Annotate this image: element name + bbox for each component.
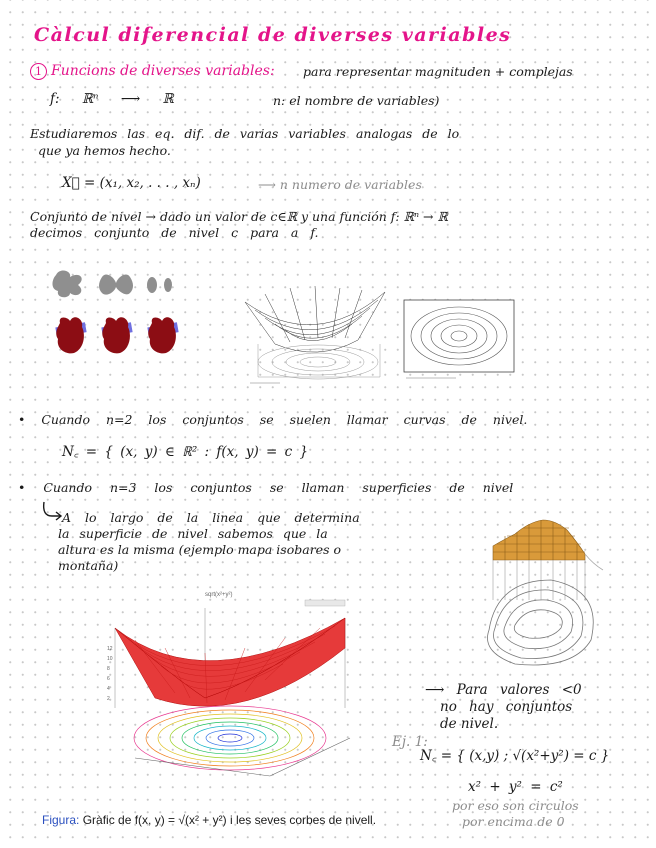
- vector-expression: X⃗ = (x₁, x₂, . . . , xₙ): [62, 175, 201, 191]
- wireframe-surface-figure: [240, 282, 390, 387]
- mountain-contour-figure: [485, 500, 610, 665]
- curvas-formula: N꜀ = { (x, y) ∈ ℝ² : f(x, y) = c }: [62, 444, 309, 460]
- section-heading: [30, 63, 275, 80]
- vector-note: ⟶ n numero de variables: [258, 177, 422, 192]
- example-label: Ej. 1:: [392, 734, 428, 750]
- note-valores-line2: no hay conjuntos: [440, 699, 573, 715]
- section-number-circle: 1: [30, 63, 47, 80]
- conjunto-line2: decimos conjunto de nivel c para a f.: [30, 225, 319, 240]
- superficies-sub-line1: A lo largo de la linea que determina: [62, 510, 360, 525]
- bullet-curvas-de-nivel: • Cuando n=2 los conjuntos se suelen llamar curvas de nivel.: [18, 412, 528, 427]
- svg-text:sqrt(x²+y²): sqrt(x²+y²): [205, 592, 233, 598]
- function-map: f: ℝⁿ ⟶ ℝ: [50, 91, 174, 107]
- svg-text:12: 12: [107, 646, 113, 652]
- example-note-line2: por encima de 0: [462, 814, 565, 829]
- example-formula: N꜀ = { (x,y) ; √(x²+y²) = c }: [420, 748, 610, 764]
- svg-text:6: 6: [107, 676, 110, 682]
- conjunto-line1: Conjunto de nivel → dado un valor de c∈ℝ y una función f: ℝⁿ → ℝ: [30, 209, 448, 224]
- example-equation: x² + y² = c²: [468, 779, 563, 795]
- note-valores-line1: ⟶ Para valores <0: [425, 682, 582, 698]
- page-title: Càlcul diferencial de diverses variables: [34, 24, 512, 46]
- note-valores-line3: de nivel.: [440, 716, 499, 732]
- level-set-blobs-figure: [50, 265, 185, 360]
- figure-caption: [42, 814, 376, 826]
- hook-arrow-icon: [40, 500, 64, 522]
- contour-plot-figure: [402, 298, 517, 378]
- bullet-superficies-de-nivel: • Cuando n=3 los conjuntos se llaman superficies de nivel: [18, 480, 514, 495]
- svg-text:8: 8: [107, 666, 110, 672]
- figure-caption-label: Figura:: [42, 813, 80, 827]
- function-note: n: el nombre de variables): [273, 93, 440, 108]
- superficies-sub-line3: altura es la misma (ejemplo mapa isobares o: [58, 542, 341, 557]
- figure-caption-text: Gràfic de f(x, y) = √(x² + y²) i les seves corbes de nivell.: [79, 813, 377, 827]
- svg-text:10: 10: [107, 656, 113, 662]
- superficies-sub-line4: montaña): [58, 558, 119, 573]
- red-surface-3d-figure: [95, 588, 365, 778]
- svg-text:2: 2: [107, 696, 110, 702]
- superficies-sub-line2: la superficie de nivel sabemos que la: [58, 526, 328, 541]
- estudiaremos-line2: que ya hemos hecho.: [38, 143, 171, 158]
- estudiaremos-line1: Estudiaremos las eq. dif. de varias variables analogas de lo: [30, 126, 460, 141]
- section-heading-text: Funcions de diverses variables:: [51, 63, 275, 79]
- svg-text:4: 4: [107, 686, 110, 692]
- section-heading-note: para representar magnituden + complejas: [303, 64, 573, 79]
- example-note-line1: por eso son circulos: [452, 798, 579, 813]
